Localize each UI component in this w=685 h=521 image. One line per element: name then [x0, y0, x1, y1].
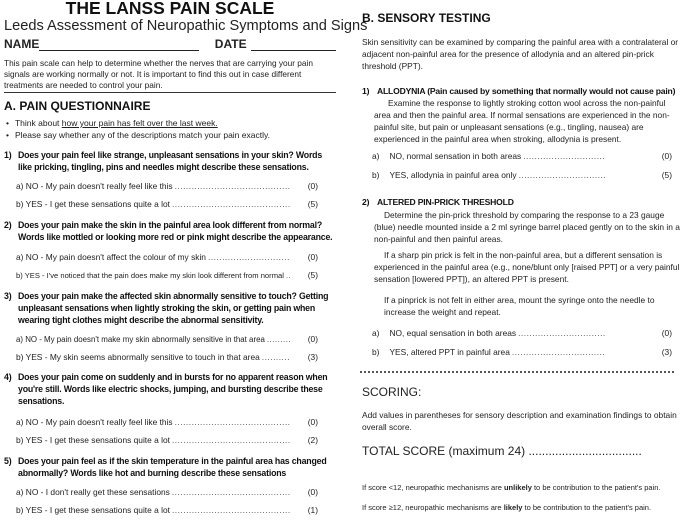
question-text: Does your pain make the affected skin abnormally sensitive to touch? Getting unpleasant sensations when lightly stroking the skin, or getting pain when wearing tight clothes might describe the abnormal sensitivity. — [18, 291, 329, 325]
answer-option[interactable] — [372, 151, 672, 162]
name-label: NAME — [4, 37, 40, 51]
section-b-heading: B. SENSORY TESTING — [362, 11, 491, 25]
answer-score: (3) — [661, 347, 672, 357]
interpretation-low: If score <12, neuropathic mechanisms are unlikely to be contribution to the patient's pain. — [362, 483, 661, 492]
answer-label: a) NO - My pain doesn't really feel like this — [16, 181, 173, 191]
question-1: 1) Does your pain feel like strange, unpleasant sensations in your skin? Words like pricking, tingling, pins and needles might describe these sensations. — [4, 149, 336, 173]
instruction-item: • Think about how your pain has felt over the last week. — [6, 118, 218, 128]
allodynia-title: 1) ALLODYNIA (Pain caused by something that normally would not cause pain) — [362, 86, 676, 96]
answer-score: (5) — [307, 199, 318, 209]
answer-label: b) YES - I get these sensations quite a lot — [16, 505, 170, 515]
instruction-item: • Please say whether any of the descriptions match your pain exactly. — [6, 130, 270, 140]
left-column — [4, 0, 368, 516]
ppt-text-3: If a pinprick is not felt in either area, mount the syringe onto the needle to increase the weight and repeat. — [384, 295, 655, 317]
answer-option[interactable] — [372, 170, 672, 181]
name-date-row — [4, 37, 336, 51]
answer-letter: a) — [372, 328, 380, 338]
ppt-text-2: If a sharp pin prick is felt in the non-painful area, but a different sensation is experienced in the painful area (e.g., none/blunt only [raised PPT] or a very painful sensation [lowered PPT]), an altered PPT is present. — [374, 250, 680, 284]
page-title: THE LANSS PAIN SCALE — [65, 0, 275, 18]
section-b-intro: Skin sensitivity can be examined by comparing the painful area with a contralateral or adjacent non-painful area for the presence of allodynia and an altered pin-prick threshold (PPT). — [362, 37, 679, 71]
question-text: Does your pain come on suddenly and in bursts for no apparent reason when you're still. Words like electric shocks, jumping, and bursting describe these sensations. — [18, 372, 328, 406]
instructions-list — [6, 117, 336, 141]
question-5: 5) Does your pain feel as if the skin temperature in the painful area has changed abnormally? Words like hot and burning describe these sensations — [4, 455, 336, 479]
answer-score: (0) — [307, 334, 318, 344]
answer-score: (0) — [661, 151, 672, 161]
answer-option[interactable] — [16, 334, 318, 345]
section-a-heading: A. PAIN QUESTIONNAIRE — [4, 99, 151, 113]
answer-label: b) YES - I get these sensations quite a lot — [16, 435, 170, 445]
answer-option[interactable] — [16, 505, 318, 516]
answer-option[interactable] — [16, 417, 318, 428]
answer-letter: a) — [372, 151, 380, 161]
answer-label: YES, allodynia in painful area only — [389, 170, 517, 180]
date-label: DATE — [214, 37, 247, 51]
question-3: 3) Does your pain make the affected skin abnormally sensitive to touch? Getting unpleasant sensations when lightly stroking the skin, or getting pain when wearing tight clothes might describe the abnormal sensitivity. — [4, 290, 336, 326]
question-text: Does your pain feel like strange, unpleasant sensations in your skin? Words like pricking, tingling, pins and needles might describe these sensations. — [18, 150, 323, 172]
test-title: ALTERED PIN-PRICK THRESHOLD — [377, 197, 514, 207]
answer-score: (0) — [661, 328, 672, 338]
answer-option[interactable] — [16, 352, 318, 363]
answer-score: (0) — [307, 181, 318, 191]
instruction-text: Please say whether any of the descriptions match your pain exactly. — [14, 130, 270, 140]
answer-label: b) YES - My skin seems abnormally sensitive to touch in that area — [16, 352, 260, 362]
question-text: Does your pain feel as if the skin temperature in the painful area has changed abnormally? Words like hot and burning describe these sensations — [18, 456, 327, 478]
question-text: Does your pain make the skin in the painful area look different from normal? Words like mottled or looking more red or pink might describe the appearance. — [18, 220, 333, 242]
answer-score: (3) — [307, 352, 318, 362]
answer-option[interactable] — [372, 347, 672, 358]
interpretation-high: If score ≥12, neuropathic mechanisms are likely to be contribution to the patient's pain. — [362, 503, 652, 512]
date-field[interactable] — [251, 38, 336, 51]
answer-option[interactable] — [16, 487, 318, 498]
answer-label: YES, altered PPT in painful area — [389, 347, 510, 357]
right-column — [362, 0, 682, 513]
answer-score: (5) — [307, 270, 318, 280]
answer-label: a) NO - My pain doesn't make my skin abnormally sensitive in that area — [16, 335, 265, 344]
answer-option[interactable] — [16, 199, 318, 210]
ppt-text-1: Determine the pin-prick threshold by comparing the response to a 23 gauge (blue) needle mounted inside a 2 ml syringe barrel placed gently on to the skin in a non-painful and then painful areas. — [374, 210, 680, 244]
answer-label: a) NO - I don't really get these sensations — [16, 487, 170, 497]
divider — [360, 371, 674, 373]
answer-option[interactable] — [16, 181, 318, 192]
answer-score: (2) — [307, 435, 318, 445]
answer-label: b) YES - I get these sensations quite a lot — [16, 199, 170, 209]
answer-letter: b) — [372, 347, 380, 357]
question-2: 2) Does your pain make the skin in the painful area look different from normal? Words like mottled or looking more red or pink might describe the appearance. — [4, 219, 336, 243]
answer-label: a) NO - My pain doesn't really feel like this — [16, 417, 173, 427]
question-4: 4) Does your pain come on suddenly and in bursts for no apparent reason when you're still. Words like electric shocks, jumping, and bursting describe these sensations. — [4, 371, 336, 407]
answer-option[interactable] — [16, 270, 318, 281]
scoring-heading: SCORING: — [362, 385, 422, 399]
page-subtitle: Leeds Assessment of Neuropathic Symptoms and Signs — [4, 18, 368, 34]
answer-score: (0) — [307, 417, 318, 427]
answer-score: (0) — [307, 487, 318, 497]
instruction-underlined: how your pain has felt over the last week. — [61, 118, 218, 128]
answer-label: b) YES - I've noticed that the pain does make my skin look different from normal — [16, 271, 284, 280]
name-field[interactable] — [39, 38, 198, 51]
answer-score: (5) — [661, 170, 672, 180]
allodynia-text: Examine the response to lightly stroking cotton wool across the non-painful area and then the painful area. If normal sensations are experienced in the non-painful site, but pain or unpleasant sensations (e.g., tingling, nausea) are experienced in the painful area when stroking, allodynia is present. — [374, 98, 670, 144]
scoring-text: Add values in parentheses for sensory description and examination findings to obtain overall score. — [362, 410, 677, 432]
total-score: TOTAL SCORE (maximum 24) .................................. — [362, 444, 642, 458]
ppt-title: 2) ALTERED PIN-PRICK THRESHOLD — [362, 197, 514, 207]
answer-letter: b) — [372, 170, 380, 180]
answer-option[interactable] — [16, 435, 318, 446]
instruction-text: Think about — [14, 118, 62, 128]
answer-score: (1) — [307, 505, 318, 515]
answer-score: (0) — [307, 252, 318, 262]
answer-label: a) NO - My pain doesn't affect the colour of my skin — [16, 252, 206, 262]
answer-label: NO, equal sensation in both areas — [389, 328, 517, 338]
answer-label: NO, normal sensation in both areas — [389, 151, 522, 161]
intro-text: This pain scale can help to determine whether the nerves that are carrying your pain signals are working normally or not. It is important to find this out in case different treatments are needed to control your pain. — [4, 58, 336, 93]
answer-option[interactable] — [16, 252, 318, 263]
answer-option[interactable] — [372, 328, 672, 339]
test-title: ALLODYNIA (Pain caused by something that normally would not cause pain) — [377, 86, 676, 96]
